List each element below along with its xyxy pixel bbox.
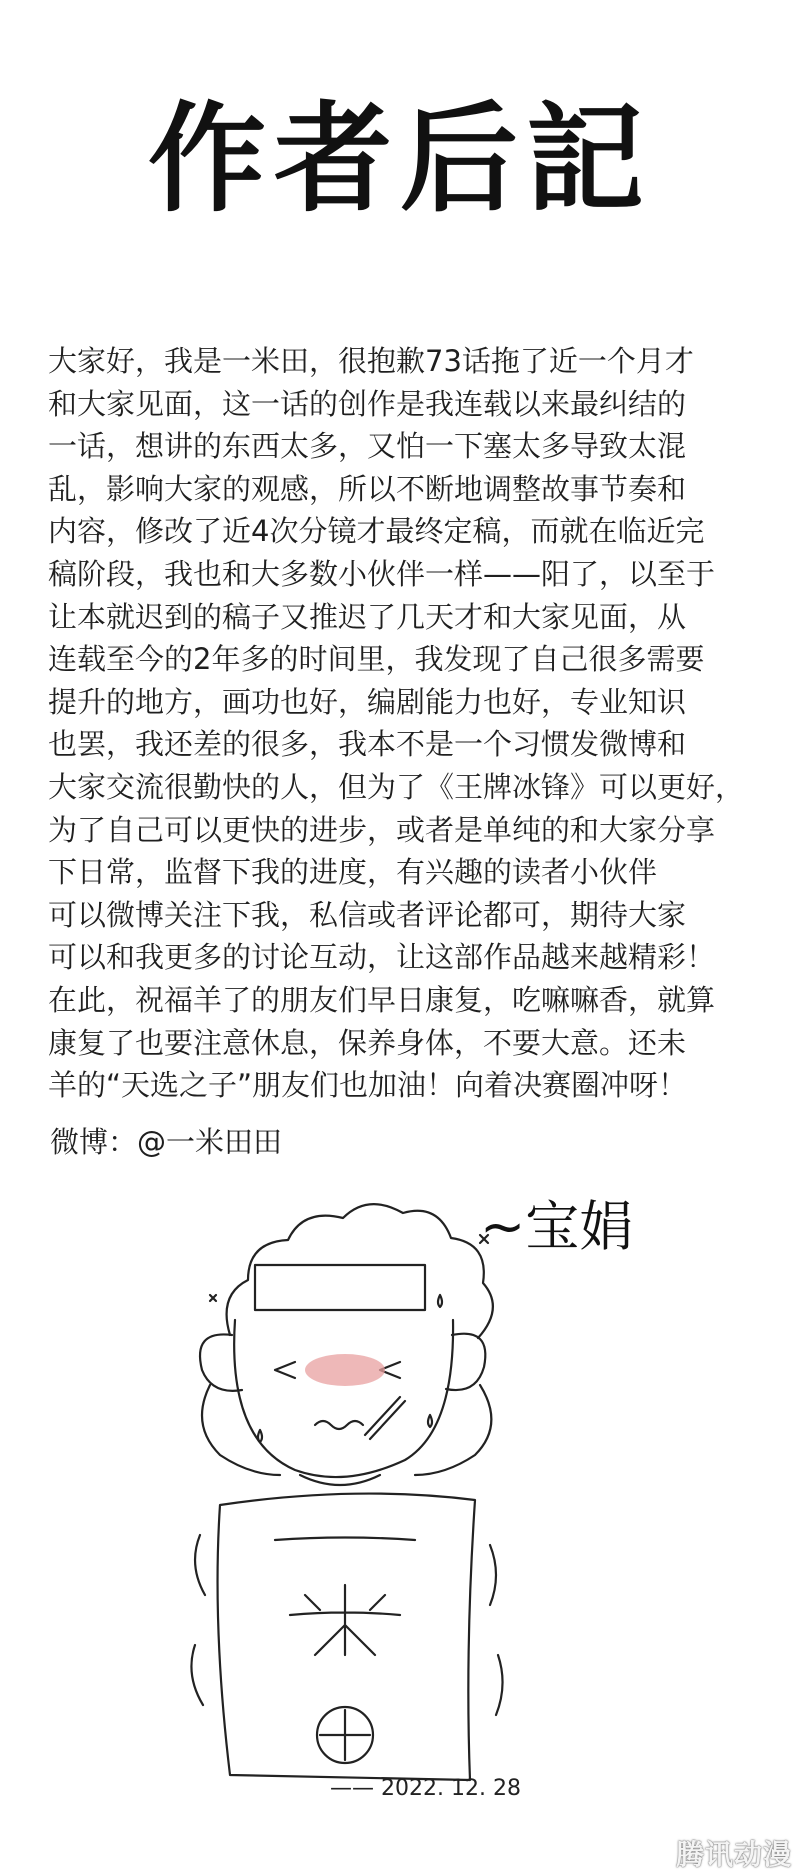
body-line: 康复了也要注意休息，保养身体，不要大意。还未 [48,1025,687,1060]
speech-text: ~宝娟 [480,1195,634,1258]
body-line: 在此，祝福羊了的朋友们早日康复，吃嘛嘛香，就算 [48,982,716,1017]
body-line: 羊的“天选之子”朋友们也加油！向着决赛圈冲呀！ [48,1068,688,1103]
body-line: 可以微博关注下我，私信或者评论都可，期待大家 [48,897,687,932]
body-line: 让本就迟到的稿子又推迟了几天才和大家见面，从 [48,599,687,634]
body-line: 稿阶段，我也和大多数小伙伴一样——阳了，以至于 [48,556,716,591]
body-line: 可以和我更多的讨论互动，让这部作品越来越精彩！ [48,940,716,975]
body-line: 也罢，我还差的很多，我本不是一个习惯发微博和 [48,727,687,762]
body-line: 和大家见面，这一话的创作是我连载以来最纠结的 [48,386,687,421]
weibo-handle: 微博：@一米田田 [50,1125,283,1159]
afterword-body [48,340,788,1107]
page-title: 作者后記 [147,90,652,228]
body-line: 下日常，监督下我的进度，有兴趣的读者小伙伴 [48,855,658,890]
body-line: 大家交流很勤快的人，但为了《王牌冰锋》可以更好， [48,769,745,804]
watermark-logo: 腾讯动漫 [675,1838,792,1871]
body-line: 为了自己可以更快的进步，或者是单纯的和大家分享 [48,812,716,847]
body-line: 连载至今的2年多的时间里，我发现了自己很多需要 [48,642,705,677]
sick-author-illustration [180,1185,740,1805]
body-line: 大家好，我是一米田，很抱歉73话拖了近一个月才 [48,344,694,378]
body-line: 乱，影响大家的观感，所以不断地调整故事节奏和 [48,471,687,506]
body-line: 内容，修改了近4次分镜才最终定稿，而就在临近完 [48,514,705,549]
date-signature: —— 2022. 12. 28 [330,1776,521,1801]
body-line: 提升的地方，画功也好，编剧能力也好，专业知识 [48,684,687,719]
body-line: 一话，想讲的东西太多，又怕一下塞太多导致太混 [48,429,687,464]
